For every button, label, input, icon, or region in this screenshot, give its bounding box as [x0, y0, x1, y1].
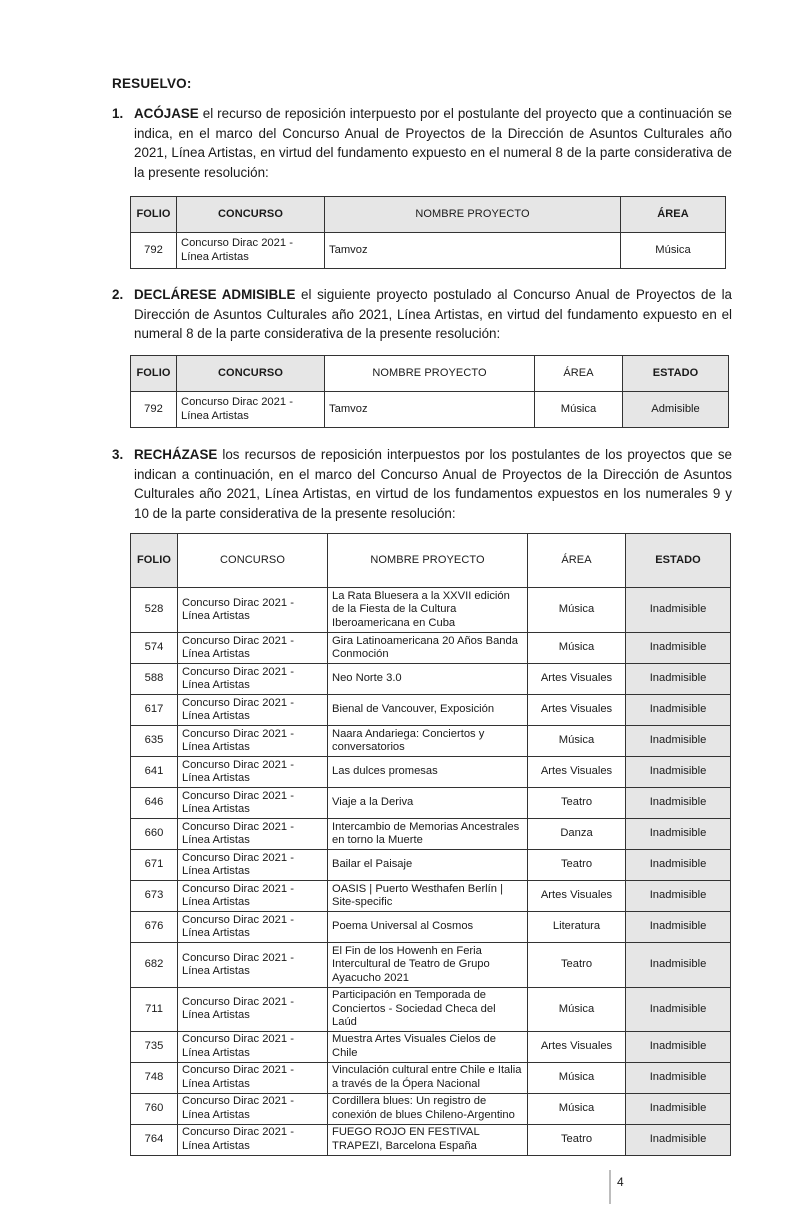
cell-proyecto: Muestra Artes Visuales Cielos de Chile: [328, 1031, 528, 1062]
cell-concurso: Concurso Dirac 2021 - Línea Artistas: [178, 695, 328, 726]
cell-concurso: Concurso Dirac 2021 - Línea Artistas: [177, 233, 325, 269]
cell-folio: 760: [131, 1093, 178, 1124]
cell-folio: 748: [131, 1062, 178, 1093]
table-row: [131, 392, 729, 428]
cell-proyecto: Participación en Temporada de Conciertos - Sociedad Checa del Laúd: [328, 988, 528, 1032]
header-folio: FOLIO: [131, 197, 177, 233]
cell-folio: 588: [131, 664, 178, 695]
cell-estado: Inadmisible: [626, 633, 731, 664]
header-nombre-proyecto: NOMBRE PROYECTO: [325, 197, 621, 233]
cell-area: Teatro: [528, 943, 626, 988]
cell-concurso: Concurso Dirac 2021 - Línea Artistas: [178, 1093, 328, 1124]
table-row: [131, 850, 731, 881]
table-row: [131, 588, 731, 633]
cell-estado: Inadmisible: [626, 1093, 731, 1124]
table-row: [131, 726, 731, 757]
cell-concurso: Concurso Dirac 2021 - Línea Artistas: [178, 943, 328, 988]
cell-folio: 671: [131, 850, 178, 881]
item-text: [134, 285, 732, 344]
cell-folio: 528: [131, 588, 178, 633]
cell-concurso: Concurso Dirac 2021 - Línea Artistas: [178, 881, 328, 912]
header-folio: FOLIO: [131, 356, 177, 392]
item-body: el siguiente proyecto postulado al Concurso Anual de Proyectos de la Dirección de Asuntos Culturales año 2021, Línea Artistas, en virtud del fundamento expuesto en el numeral 8 de la parte considerativa de la presente resolución:: [134, 287, 732, 341]
cell-proyecto: Naara Andariega: Conciertos y conversatorios: [328, 726, 528, 757]
cell-estado: Inadmisible: [626, 664, 731, 695]
cell-proyecto: Vinculación cultural entre Chile e Italia a través de la Ópera Nacional: [328, 1062, 528, 1093]
item-body: los recursos de reposición interpuestos por los postulantes de los proyectos que se indican a continuación, en el marco del Concurso Anual de Proyectos de la Dirección de Asuntos Culturales año 2021, Línea Artistas, en virtud de los fundamentos expuestos en los numerales 9 y 10 de la parte considerativa de la presente resolución:: [134, 447, 732, 521]
cell-proyecto: Bienal de Vancouver, Exposición: [328, 695, 528, 726]
cell-folio: 676: [131, 912, 178, 943]
cell-area: Artes Visuales: [528, 664, 626, 695]
page-number: 4: [617, 1175, 624, 1189]
cell-concurso: Concurso Dirac 2021 - Línea Artistas: [178, 788, 328, 819]
cell-concurso: Concurso Dirac 2021 - Línea Artistas: [178, 912, 328, 943]
header-area: ÁREA: [535, 356, 623, 392]
table-admisible: [130, 355, 729, 428]
cell-area: Artes Visuales: [528, 757, 626, 788]
cell-folio: 792: [131, 392, 177, 428]
table-row: [131, 757, 731, 788]
table-row: [131, 881, 731, 912]
item-body: el recurso de reposición interpuesto por el postulante del proyecto que a continuación se indica, en el marco del Concurso Anual de Proyectos de la Dirección de Asuntos Culturales año 2021, Línea Artistas, en virtud del fundamento expuesto en el numeral 8 de la parte considerativa de la presente resolución:: [134, 106, 732, 180]
table-rechazados: [130, 533, 731, 1156]
cell-concurso: Concurso Dirac 2021 - Línea Artistas: [178, 664, 328, 695]
cell-area: Artes Visuales: [528, 881, 626, 912]
header-folio: FOLIO: [131, 534, 178, 588]
cell-concurso: Concurso Dirac 2021 - Línea Artistas: [178, 1124, 328, 1155]
cell-area: Música: [528, 633, 626, 664]
table-header-row: [131, 356, 729, 392]
table-body: [131, 588, 731, 1156]
item-lead: ACÓJASE: [134, 106, 199, 121]
page-edge-mark: [609, 1170, 611, 1204]
table-row: [131, 1031, 731, 1062]
cell-area: Música: [535, 392, 623, 428]
cell-estado: Inadmisible: [626, 788, 731, 819]
cell-estado: Inadmisible: [626, 912, 731, 943]
cell-estado: Inadmisible: [626, 588, 731, 633]
cell-estado: Inadmisible: [626, 757, 731, 788]
cell-estado: Inadmisible: [626, 850, 731, 881]
cell-area: Danza: [528, 819, 626, 850]
cell-proyecto: Neo Norte 3.0: [328, 664, 528, 695]
cell-area: Música: [528, 1093, 626, 1124]
cell-concurso: Concurso Dirac 2021 - Línea Artistas: [178, 988, 328, 1032]
cell-estado: Inadmisible: [626, 695, 731, 726]
header-nombre-proyecto: NOMBRE PROYECTO: [325, 356, 535, 392]
item-text: [134, 445, 732, 523]
table-row: [131, 695, 731, 726]
cell-area: Artes Visuales: [528, 695, 626, 726]
table-row: [131, 819, 731, 850]
table-row: [131, 943, 731, 988]
header-nombre-proyecto: NOMBRE PROYECTO: [328, 534, 528, 588]
cell-folio: 617: [131, 695, 178, 726]
cell-folio: 764: [131, 1124, 178, 1155]
cell-proyecto: Las dulces promesas: [328, 757, 528, 788]
cell-folio: 660: [131, 819, 178, 850]
cell-area: Artes Visuales: [528, 1031, 626, 1062]
cell-proyecto: Bailar el Paisaje: [328, 850, 528, 881]
cell-proyecto: Intercambio de Memorias Ancestrales en torno la Muerte: [328, 819, 528, 850]
cell-concurso: Concurso Dirac 2021 - Línea Artistas: [178, 757, 328, 788]
cell-area: Teatro: [528, 1124, 626, 1155]
table-row: [131, 1062, 731, 1093]
table-row: [131, 633, 731, 664]
cell-folio: 635: [131, 726, 178, 757]
header-concurso: CONCURSO: [177, 356, 325, 392]
cell-proyecto: OASIS | Puerto Westhafen Berlín | Site-specific: [328, 881, 528, 912]
cell-estado: Admisible: [623, 392, 729, 428]
cell-proyecto: Poema Universal al Cosmos: [328, 912, 528, 943]
table-row: [131, 664, 731, 695]
table-acogido: [130, 196, 726, 269]
cell-folio: 792: [131, 233, 177, 269]
cell-folio: 711: [131, 988, 178, 1032]
header-area: ÁREA: [621, 197, 726, 233]
cell-estado: Inadmisible: [626, 988, 731, 1032]
table-row: [131, 988, 731, 1032]
item-number: 1.: [112, 106, 124, 121]
cell-estado: Inadmisible: [626, 819, 731, 850]
cell-estado: Inadmisible: [626, 1124, 731, 1155]
section-heading: RESUELVO:: [112, 76, 192, 91]
table-row: [131, 1093, 731, 1124]
cell-folio: 673: [131, 881, 178, 912]
resolution-item-1: [112, 104, 732, 182]
cell-concurso: Concurso Dirac 2021 - Línea Artistas: [178, 633, 328, 664]
cell-area: Música: [621, 233, 726, 269]
table-row: [131, 1124, 731, 1155]
cell-folio: 574: [131, 633, 178, 664]
cell-concurso: Concurso Dirac 2021 - Línea Artistas: [178, 588, 328, 633]
cell-folio: 735: [131, 1031, 178, 1062]
cell-estado: Inadmisible: [626, 1031, 731, 1062]
item-text: [134, 104, 732, 182]
cell-folio: 641: [131, 757, 178, 788]
resolution-item-3: [112, 445, 732, 523]
cell-area: Literatura: [528, 912, 626, 943]
table-header-row: [131, 534, 731, 588]
cell-area: Música: [528, 1062, 626, 1093]
header-concurso: CONCURSO: [177, 197, 325, 233]
header-estado: ESTADO: [626, 534, 731, 588]
cell-folio: 646: [131, 788, 178, 819]
cell-concurso: Concurso Dirac 2021 - Línea Artistas: [178, 1031, 328, 1062]
item-number: 2.: [112, 287, 124, 302]
cell-estado: Inadmisible: [626, 726, 731, 757]
cell-area: Teatro: [528, 850, 626, 881]
cell-proyecto: Tamvoz: [325, 392, 535, 428]
item-lead: DECLÁRESE ADMISIBLE: [134, 287, 296, 302]
cell-concurso: Concurso Dirac 2021 - Línea Artistas: [178, 850, 328, 881]
cell-area: Música: [528, 726, 626, 757]
cell-proyecto: Tamvoz: [325, 233, 621, 269]
cell-estado: Inadmisible: [626, 881, 731, 912]
table-row: [131, 788, 731, 819]
cell-proyecto: Gira Latinoamericana 20 Años Banda Conmoción: [328, 633, 528, 664]
cell-concurso: Concurso Dirac 2021 - Línea Artistas: [178, 1062, 328, 1093]
cell-proyecto: FUEGO ROJO EN FESTIVAL TRAPEZI, Barcelona España: [328, 1124, 528, 1155]
header-area: ÁREA: [528, 534, 626, 588]
table-header-row: [131, 197, 726, 233]
cell-proyecto: Cordillera blues: Un registro de conexión de blues Chileno-Argentino: [328, 1093, 528, 1124]
cell-concurso: Concurso Dirac 2021 - Línea Artistas: [177, 392, 325, 428]
item-lead: RECHÁZASE: [134, 447, 218, 462]
header-estado: ESTADO: [623, 356, 729, 392]
cell-concurso: Concurso Dirac 2021 - Línea Artistas: [178, 819, 328, 850]
table-row: [131, 233, 726, 269]
table-row: [131, 912, 731, 943]
cell-area: Teatro: [528, 788, 626, 819]
item-number: 3.: [112, 447, 124, 462]
header-concurso: CONCURSO: [178, 534, 328, 588]
cell-estado: Inadmisible: [626, 1062, 731, 1093]
cell-folio: 682: [131, 943, 178, 988]
cell-concurso: Concurso Dirac 2021 - Línea Artistas: [178, 726, 328, 757]
cell-proyecto: El Fin de los Howenh en Feria Intercultural de Teatro de Grupo Ayacucho 2021: [328, 943, 528, 988]
cell-area: Música: [528, 988, 626, 1032]
cell-proyecto: La Rata Bluesera a la XXVII edición de la Fiesta de la Cultura Iberoamericana en Cuba: [328, 588, 528, 633]
cell-estado: Inadmisible: [626, 943, 731, 988]
cell-area: Música: [528, 588, 626, 633]
resolution-item-2: [112, 285, 732, 344]
cell-proyecto: Viaje a la Deriva: [328, 788, 528, 819]
